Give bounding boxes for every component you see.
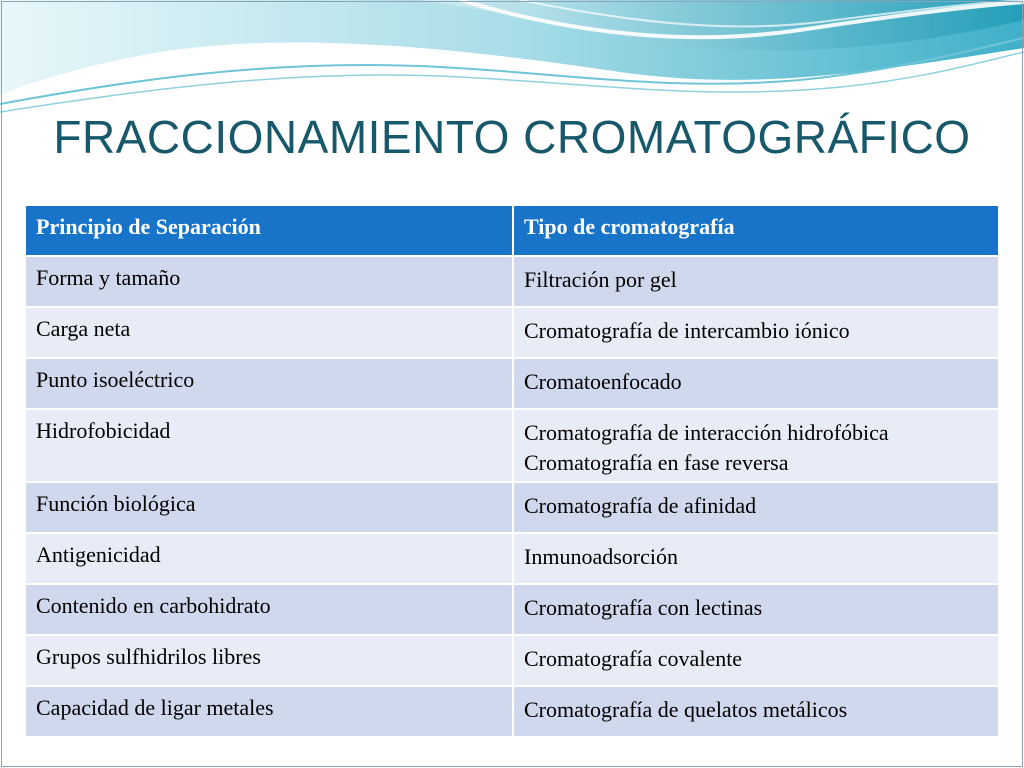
cell-type-line: Cromatografía de afinidad	[524, 493, 757, 518]
cell-type-line: Cromatografía con lectinas	[524, 595, 763, 620]
cell-principle: Contenido en carbohidrato	[26, 584, 513, 635]
cell-type	[513, 533, 998, 584]
cell-type-line: Cromatografía de interacción hidrofóbica	[524, 420, 889, 445]
header-principle: Principio de Separación	[26, 206, 513, 256]
table-row	[26, 256, 998, 307]
cell-type	[513, 635, 998, 686]
cell-type-line: Cromatografía en fase reversa	[524, 450, 789, 475]
cell-type-line: Inmunoadsorción	[524, 544, 678, 569]
cell-type-line: Cromatografía de quelatos metálicos	[524, 697, 848, 722]
chromatography-table	[26, 206, 998, 738]
cell-type-line: Cromatografía de intercambio iónico	[524, 318, 850, 343]
cell-type	[513, 686, 998, 737]
cell-principle: Punto isoeléctrico	[26, 358, 513, 409]
table-row	[26, 307, 998, 358]
cell-type	[513, 256, 998, 307]
table-row	[26, 533, 998, 584]
cell-principle: Hidrofobicidad	[26, 409, 513, 482]
cell-principle: Forma y tamaño	[26, 256, 513, 307]
cell-principle: Carga neta	[26, 307, 513, 358]
cell-type-line: Cromatografía covalente	[524, 646, 743, 671]
cell-type	[513, 584, 998, 635]
table-row	[26, 358, 998, 409]
cell-type	[513, 482, 998, 533]
header-type: Tipo de cromatografía	[513, 206, 998, 256]
cell-principle: Grupos sulfhidrilos libres	[26, 635, 513, 686]
decorative-wave-header	[0, 0, 1024, 125]
table-row	[26, 686, 998, 737]
table-row	[26, 635, 998, 686]
cell-type-line: Filtración por gel	[524, 267, 677, 292]
cell-type-line: Cromatoenfocado	[524, 369, 682, 394]
table-header-row	[26, 206, 998, 256]
slide-title: FRACCIONAMIENTO CROMATOGRÁFICO	[53, 111, 971, 163]
cell-type	[513, 409, 998, 482]
table-row	[26, 482, 998, 533]
cell-principle: Antigenicidad	[26, 533, 513, 584]
table-row	[26, 409, 998, 482]
cell-type	[513, 358, 998, 409]
cell-principle: Capacidad de ligar metales	[26, 686, 513, 737]
cell-type	[513, 307, 998, 358]
table-row	[26, 584, 998, 635]
cell-principle: Función biológica	[26, 482, 513, 533]
